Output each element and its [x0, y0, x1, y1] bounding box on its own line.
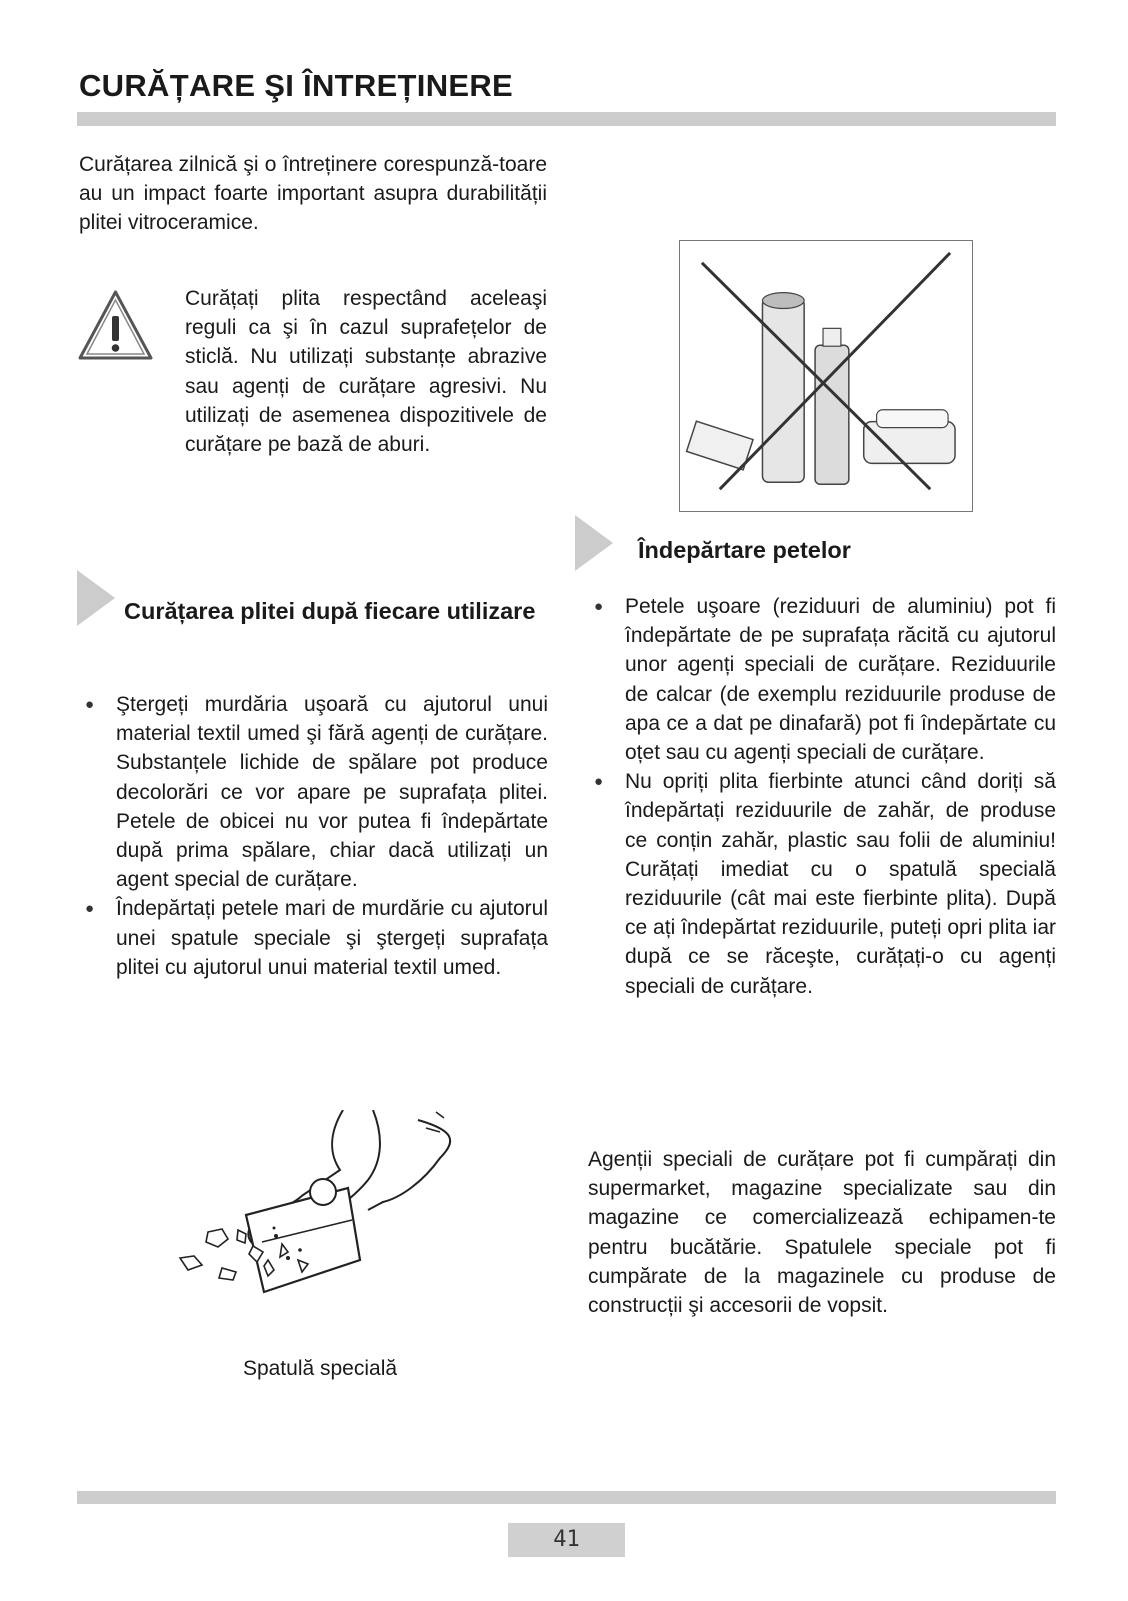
top-divider — [77, 112, 1056, 126]
intro-paragraph: Curățarea zilnică şi o întreținere corespunză-toare au un impact foarte important asupra durabilității plitei vitroceramice. — [79, 153, 547, 235]
agents-paragraph: Agenții speciali de curățare pot fi cumpărați din supermarket, magazine specializate sau din magazine ce comercializează echipamen-te pentru bucătărie. Spatulele speciale pot fi cumpărate de la magazinele cu produse de construcții şi accesorii de vopsit. — [588, 1148, 1056, 1318]
list-item: ● Ştergeți murdăria uşoară cu ajutorul unui material textil umed şi fără agenți de curățare. Substanțele lichide de spălare pot produce decolorări ce vor apare pe suprafața plitei. Petele de obicei nu vor putea fi îndepărtate după prima spălare, chiar dacă utilizați un agent special de curățare. — [79, 690, 548, 894]
warning-text: Curățați plita respectând aceleaşi reguli ca şi în cazul suprafețelor de sticlă. Nu utilizați substanțe abrazive sau agenți de curățare agresivi. Nu utilizați de asemenea dispozitivele de curățare pe bază de aburi. — [185, 287, 547, 457]
spatula-caption: Spatulă specială — [242, 1357, 398, 1380]
list-item: ● Îndepărtați petele mari de murdărie cu ajutorul unei spatule speciale şi ştergeți suprafața plitei cu ajutorul unui material textil umed. — [79, 894, 548, 982]
section-arrow-icon — [77, 570, 115, 626]
section-arrow-icon — [575, 515, 613, 571]
stains-heading: Îndepărtare petelor — [638, 537, 851, 563]
stains-list — [588, 592, 1056, 1001]
warning-triangle-icon — [77, 288, 154, 362]
after-use-list — [79, 690, 548, 982]
bottom-divider — [77, 1491, 1056, 1504]
page-title: CURĂȚARE ŞI ÎNTREȚINERE — [79, 68, 514, 103]
page-number: 41 — [508, 1523, 625, 1557]
crossed-out-cleaners-illustration — [679, 240, 973, 512]
list-item: ● Nu opriți plita fierbinte atunci când doriți să îndepărtați reziduurile de zahăr, de produse ce conțin zahăr, plastic sau folii de aluminiu! Curățați imediat cu o spatulă specială reziduurile (cât mai este fierbinte plita). După ce ați îndepărtat reziduurile, puteți opri plita iar după ce se răceşte, curățați-o cu agenți speciali de curățare. — [588, 767, 1056, 1001]
after-use-heading: Curățarea plitei după fiecare utilizare — [124, 598, 536, 624]
list-item: ● Petele uşoare (reziduuri de aluminiu) pot fi îndepărtate de pe suprafața răcită cu ajutorul unor agenți speciali de curățare. Reziduurile de calcar (de exemplu reziduurile produse de apa ce a dat pe dinafară) pot fi îndepărtate cu oțet sau cu agenți speciali de curățare. — [588, 592, 1056, 767]
spatula-illustration — [178, 1110, 478, 1330]
